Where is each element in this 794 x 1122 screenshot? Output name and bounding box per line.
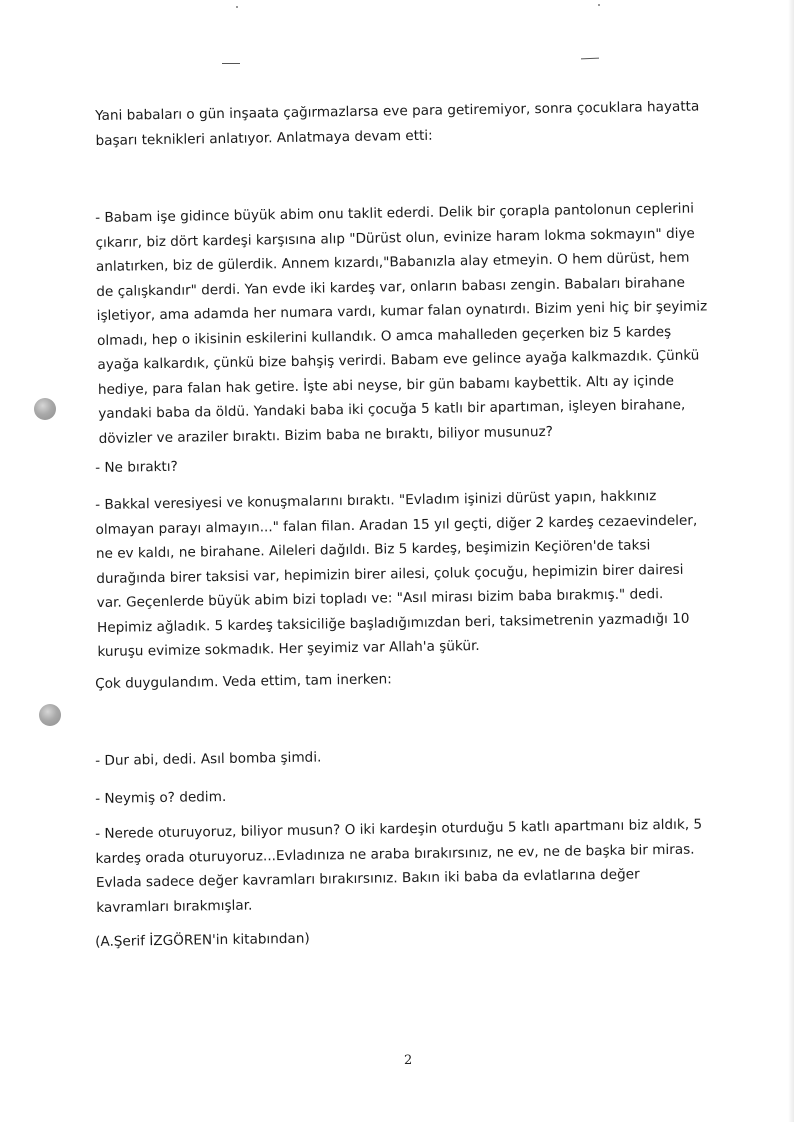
paragraph-conclusion: [95, 812, 708, 920]
paragraph-what: [95, 777, 707, 811]
punch-hole-upper: [34, 398, 56, 420]
scan-speck: [236, 6, 238, 8]
paragraph-story: [95, 196, 711, 451]
paragraph-intro: [95, 94, 708, 153]
paragraph-farewell: [95, 662, 707, 696]
paragraph-question: [95, 446, 707, 480]
paragraph-text: - Ne bıraktı?: [95, 458, 178, 476]
paragraph-text: Çok duygulandım. Veda ettim, tam inerken:: [95, 671, 392, 692]
scan-speck: [598, 4, 600, 6]
header-dash-left: [222, 63, 240, 64]
paragraph-text: - Bakkal veresiyesi ve konuşmalarını bıraktı. "Evladım işinizi dürüst yapın, hakkınız olmayan parayı almayın..." falan filan. Aradan 15 yıl geçti, diğer 2 kardeş cezaevindeler, ne ev kaldı, ne birahane. Aileleri dağıldı. Biz 5 kardeş, beşimizin Keçiören'de taksi durağında birer taksisi var, hepimizin birer ailesi, çoluk çocuğu, hepimizin birer dairesi var. Geçenlerde büyük abim bizi topladı ve: "Asıl mirası bizim baba bırakmış." dedi. Hepimiz ağladık. 5 kardeş taksiciliğe başladığımızdan beri, taksimetrenin yazmadığı 10 kuruşu evimize sokmadık. Her şeyimiz var Allah'a şükür.: [95, 488, 698, 660]
paragraph-text: - Dur abi, dedi. Asıl bomba şimdi.: [95, 749, 322, 769]
page-number: 2: [404, 1053, 413, 1068]
paragraph-text: - Neymiş o? dedim.: [95, 788, 227, 807]
source-citation: [95, 920, 707, 954]
paragraph-text: Yani babaları o gün inşaata çağırmazlarsa eve para getiremiyor, sonra çocuklara hayatta başarı teknikleri anlatıyor. Anlatmaya devam etti:: [95, 98, 700, 149]
punch-hole-lower: [39, 704, 61, 726]
paragraph-text: - Nerede oturuyoruz, biliyor musun? O iki kardeşin oturduğu 5 katlı apartmanı biz aldık, 5 kardeş orada oturuyoruz...Evladınıza ne araba bırakırsınız, ne ev, ne de başka bir miras. Evlada sadece değer kavramları bırakırsınız. Bakın iki baba da evlatlarına değer kavramları bırakmışlar.: [95, 816, 703, 916]
paragraph-answer: [95, 483, 710, 664]
page-edge-shadow: [788, 0, 794, 1122]
paragraph-text: - Babam işe gidince büyük abim onu taklit ederdi. Delik bir çorapla pantolonun ceplerini çıkarır, biz dört kardeşi karşısına alıp "Dürüst olun, evinize haram lokma sokmayın" diye anlatırken, biz de gülerdik. Annem kızardı,"Babanızla alay etmeyin. O hem dürüst, hem de çalışkandır" derdi. Yan evde iki kardeş var, onların babası zengin. Babaları birahane işletiyor, ama adamda her numara vardı, kumar falan oynatırdı. Bizim yeni hiç bir şeyimiz olmadı, hep o ikisinin eskilerini kullandık. O amca mahalleden geçerken biz 5 kardeş ayağa kalkardık, çünkü bize bahşiş verirdi. Babam eve gelince ayağa kalkmazdık. Çünkü hediye, para falan hak getire. İşte abi neyse, bir gün babamı kaybettik. Altı ay içinde yandaki baba da öldü. Yandaki baba iki çocuğa 5 katlı bir apartıman, işleyen birahane, dövizler ve araziler bıraktı. Bizim baba ne bıraktı, biliyor musunuz?: [95, 200, 708, 447]
citation-text: (A.Şerif İZGÖREN'in kitabından): [95, 930, 310, 950]
header-dash-right: [581, 58, 599, 60]
paragraph-wait: [95, 739, 707, 773]
